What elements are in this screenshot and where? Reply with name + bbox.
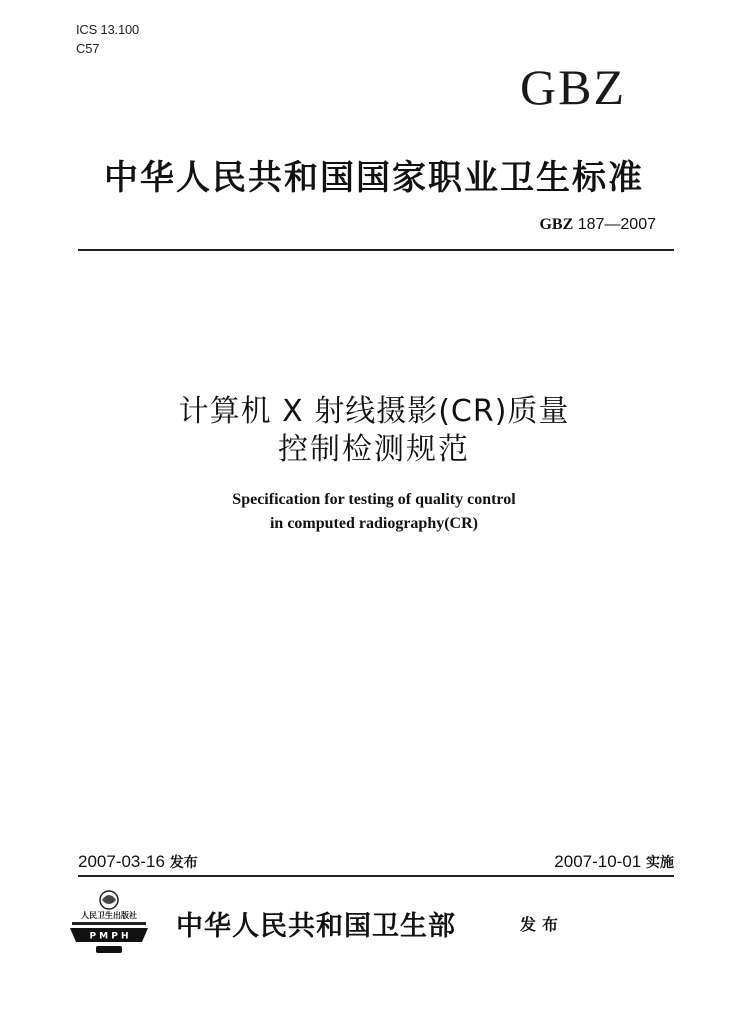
standard-number <box>539 216 656 234</box>
issue-date-value: 2007-03-16 <box>78 852 165 871</box>
publisher-logo-text: 人民卫生出版社 <box>81 911 137 920</box>
ics-code: ICS 13.100 <box>76 22 140 37</box>
publisher-logo-letters: P M P H <box>89 931 129 942</box>
english-title-line-2: in computed radiography(CR) <box>269 515 478 532</box>
chinese-title-line-2: 控制检测规范 <box>278 432 470 467</box>
issue-date <box>78 852 198 872</box>
publisher-logo-icon <box>66 880 152 966</box>
ccs-code: C57 <box>76 41 100 56</box>
issue-date-label: 发布 <box>169 855 198 871</box>
implementation-date <box>554 852 674 872</box>
standard-number-prefix: GBZ <box>539 216 574 233</box>
publish-label: 发布 <box>520 915 565 934</box>
english-title-line-1: Specification for testing of quality control <box>232 491 516 508</box>
chinese-title-line-1: 计算机 X 射线摄影(CR)质量 <box>178 394 570 429</box>
publisher-name: 中华人民共和国卫生部 <box>176 911 456 942</box>
implementation-date-label: 实施 <box>646 855 674 871</box>
footer-divider <box>78 875 674 877</box>
standard-category-title: 中华人民共和国国家职业卫生标准 <box>104 158 644 198</box>
header-divider <box>78 249 674 251</box>
standard-number-value: 187—2007 <box>573 216 656 233</box>
standard-code-mark: GBZ <box>520 59 626 115</box>
implementation-date-value: 2007-10-01 <box>554 852 642 871</box>
